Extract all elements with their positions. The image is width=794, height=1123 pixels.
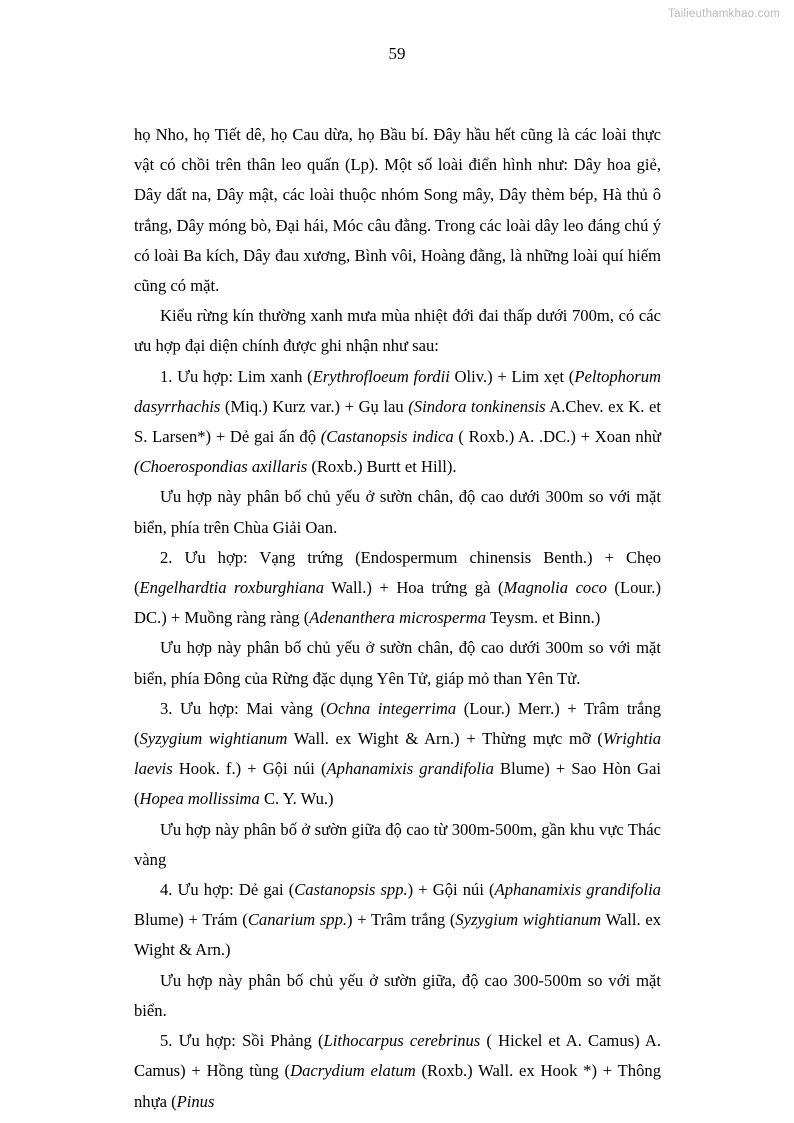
scientific-name: Dacrydium elatum <box>290 1061 416 1081</box>
paragraph <box>134 875 661 966</box>
text-run: Wall.) + Hoa trứng gà ( <box>324 578 504 598</box>
scientific-name: Engelhardtia roxburghiana <box>139 578 325 598</box>
text-run: Ưu hợp này phân bố chủ yếu ở sườn chân, độ cao dưới 300m so với mặt biển, phía trên Chùa Giải Oan. <box>134 487 661 537</box>
paragraph <box>134 633 661 693</box>
text-run: Blume) + Trám ( <box>134 910 248 930</box>
scientific-name: Adenanthera microsperma <box>309 608 487 628</box>
text-run: Oliv.) + Lim xẹt ( <box>449 366 575 386</box>
scientific-name: Canarium spp. <box>247 910 348 930</box>
paragraph <box>134 543 661 634</box>
scientific-name: Ochna integerrima <box>325 698 457 718</box>
text-run: ( Hickel et A. Camus) A. Camus) + Hồng tùng ( <box>134 1031 661 1081</box>
watermark-text: Tailieuthamkhao.com <box>668 8 780 20</box>
text-run: Teysm. et Binn.) <box>486 608 601 628</box>
text-run: 3. Ưu hợp: Mai vàng ( <box>160 698 326 718</box>
scientific-name: Syzygium wightianum <box>455 910 602 930</box>
scientific-name: (Sindora tonkinensis <box>408 396 546 416</box>
text-run: Blume) + Sao Hòn Gai ( <box>134 759 661 809</box>
text-run: ( Roxb.) A. .DC.) + Xoan nhừ <box>453 427 661 447</box>
text-run: ) + Trâm trắng ( <box>347 910 456 930</box>
text-run: Ưu hợp này phân bố chủ yếu ở sườn giữa, độ cao 300-500m so với mặt biển. <box>134 970 661 1020</box>
text-run: (Lour.) DC.) + Muồng ràng ràng ( <box>134 578 661 628</box>
text-run: họ Nho, họ Tiết dê, họ Cau dừa, họ Bầu bí. Đây hầu hết cũng là các loài thực vật có chồi trên thân leo quấn (Lp). Một số loài điển hình như: Dây hoa giẻ, Dây dất na, Dây mật, các loài thuộc nhóm Song mây, Dây thèm bép, Hà thủ ô trắng, Dây móng bò, Đại hái, Móc câu đằng. Trong các loài dây leo đáng chú ý có loài Ba kích, Dây đau xương, Bình vôi, Hoàng đằng, là những loài quí hiếm cũng có mặt. <box>134 125 661 296</box>
scientific-name: Peltophorum dasyrrhachis <box>134 366 661 416</box>
paragraph <box>134 815 661 875</box>
text-run: 5. Ưu hợp: Sồi Phảng ( <box>160 1031 324 1051</box>
text-run: (Lour.) Merr.) + Trâm trắng ( <box>134 698 661 749</box>
page-number: 59 <box>388 44 406 63</box>
scientific-name: Lithocarpus cerebrinus <box>323 1031 481 1051</box>
paragraph <box>134 301 661 361</box>
text-run: Hook. f.) + Gội núi ( <box>172 759 327 779</box>
scientific-name: (Castanopsis indica <box>320 427 454 447</box>
text-run: (Miq.) Kurz var.) + Gụ lau <box>220 396 409 416</box>
scientific-name: Castanopsis spp. <box>294 880 408 900</box>
page-body <box>134 120 661 1117</box>
text-run: (Roxb.) Burtt et Hill). <box>307 457 457 477</box>
scientific-name: Aphanamixis grandifolia <box>494 880 661 900</box>
text-run: Kiểu rừng kín thường xanh mưa mùa nhiệt đới đai thấp dưới 700m, có các ưu hợp đại diện chính được ghi nhận như sau: <box>134 306 661 356</box>
scientific-name: Erythrofloeum fordii <box>312 366 450 386</box>
paragraph <box>134 1026 661 1117</box>
text-run: (Roxb.) Wall. ex Hook *) + Thông nhựa ( <box>134 1061 661 1111</box>
text-run: A.Chev. ex K. et S. Larsen*) + Dẻ gai ấn độ <box>134 396 661 447</box>
text-run: 4. Ưu hợp: Dẻ gai ( <box>160 880 295 900</box>
text-run: Wall. ex Wight & Arn.) <box>134 910 662 960</box>
text-run: Wall. ex Wight & Arn.) + Thừng mực mỡ ( <box>287 729 603 749</box>
paragraph <box>134 694 661 815</box>
scientific-name: Pinus <box>176 1091 215 1111</box>
text-run: 1. Ưu hợp: Lim xanh ( <box>160 366 313 386</box>
scientific-name: Wrightia laevis <box>134 729 662 779</box>
scientific-name: Hopea mollissima <box>139 789 260 809</box>
scientific-name: (Choerospondias axillaris <box>134 457 308 477</box>
text-run: ) + Gội núi ( <box>407 880 495 900</box>
scientific-name: Aphanamixis grandifolia <box>326 759 494 779</box>
text-run: C. Y. Wu.) <box>259 789 334 809</box>
paragraph <box>134 120 661 301</box>
scientific-name: Syzygium wightianum <box>139 729 288 749</box>
paragraph <box>134 362 661 483</box>
scientific-name: Magnolia coco <box>503 578 607 598</box>
paragraph <box>134 966 661 1026</box>
text-run: Ưu hợp này phân bố chủ yếu ở sườn chân, độ cao dưới 300m so với mặt biển, phía Đông của Rừng đặc dụng Yên Tử, giáp mỏ than Yên Tử. <box>134 638 661 688</box>
text-run: Ưu hợp này phân bố ở sườn giữa độ cao từ 300m-500m, gần khu vực Thác vàng <box>134 819 661 869</box>
paragraph <box>134 482 661 542</box>
text-run: 2. Ưu hợp: Vạng trứng (Endospermum chinensis Benth.) + Chẹo ( <box>134 547 661 598</box>
